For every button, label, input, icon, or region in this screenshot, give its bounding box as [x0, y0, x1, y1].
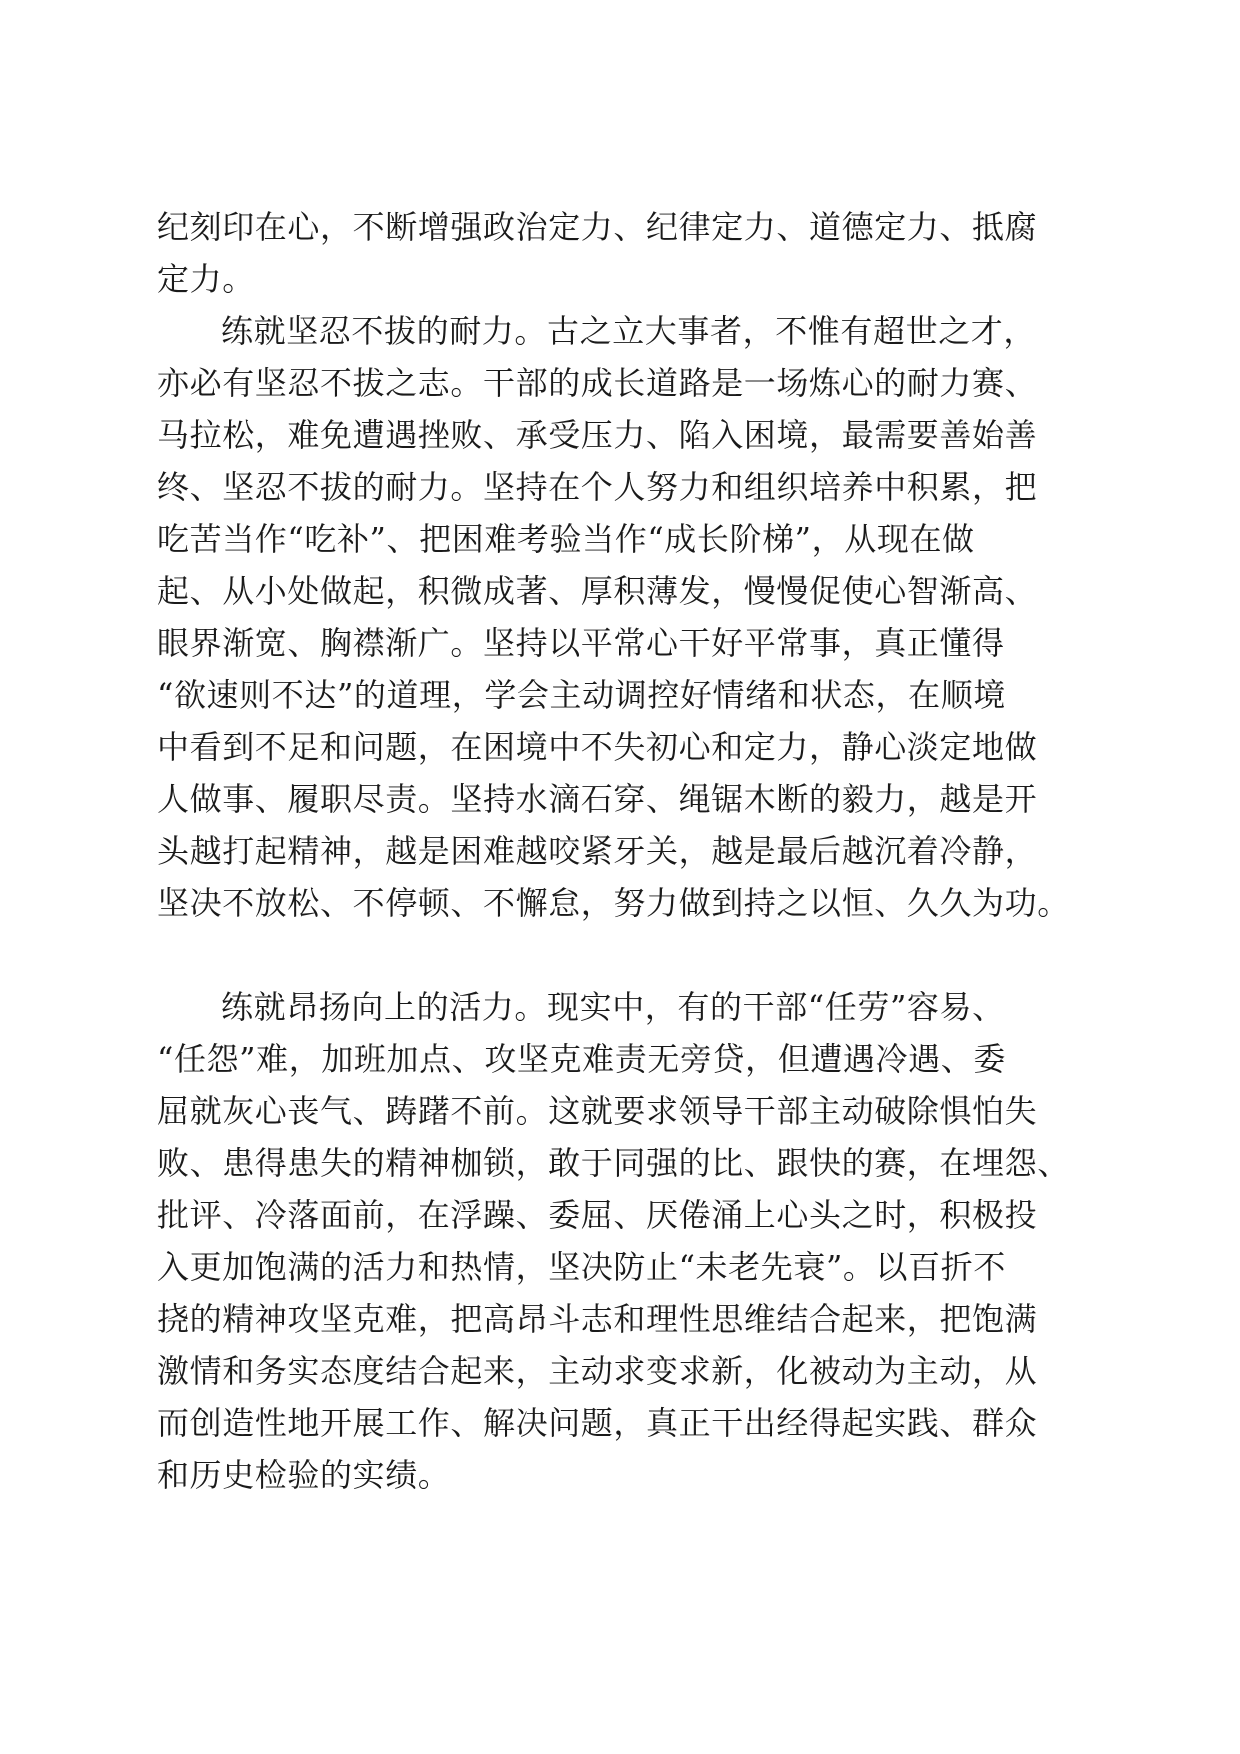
document-body — [157, 201, 1097, 1501]
text-line: 激情和务实态度结合起来，主动求变求新，化被动为主动，从 — [157, 1352, 1038, 1390]
text-line: 而创造性地开展工作、解决问题，真正干出经得起实践、群众 — [157, 1404, 1038, 1442]
text-line: 定力。 — [157, 260, 255, 298]
text-line: 吃苦当作“吃补”、把困难考验当作“成长阶梯”，从现在做 — [157, 520, 975, 558]
paragraph-vitality — [157, 981, 1097, 1501]
text-line: 败、患得患失的精神枷锁，敢于同强的比、跟快的赛，在埋怨、 — [157, 1144, 1070, 1182]
text-line: “任怨”难，加班加点、攻坚克难责无旁贷，但遭遇冷遇、委 — [157, 1040, 1006, 1078]
paragraph-spacer — [157, 929, 1097, 981]
paragraph-continuation — [157, 201, 1097, 305]
text-line: “欲速则不达”的道理，学会主动调控好情绪和状态，在顺境 — [157, 676, 1006, 714]
text-line: 练就坚忍不拔的耐力。古之立大事者，不惟有超世之才， — [221, 312, 1037, 350]
text-line: 终、坚忍不拔的耐力。坚持在个人努力和组织培养中积累，把 — [157, 468, 1038, 506]
text-line: 中看到不足和问题，在困境中不失初心和定力，静心淡定地做 — [157, 728, 1038, 766]
text-line: 马拉松，难免遭遇挫败、承受压力、陷入困境，最需要善始善 — [157, 416, 1038, 454]
text-line: 入更加饱满的活力和热情，坚决防止“未老先衰”。以百折不 — [157, 1248, 1006, 1286]
text-line: 头越打起精神，越是困难越咬紧牙关，越是最后越沉着冷静， — [157, 832, 1038, 870]
text-line: 和历史检验的实绩。 — [157, 1456, 451, 1494]
text-line: 起、从小处做起，积微成著、厚积薄发，慢慢促使心智渐高、 — [157, 572, 1038, 610]
paragraph-endurance — [157, 305, 1097, 929]
text-line: 挠的精神攻坚克难，把高昂斗志和理性思维结合起来，把饱满 — [157, 1300, 1038, 1338]
text-line: 纪刻印在心，不断增强政治定力、纪律定力、道德定力、抵腐 — [157, 208, 1038, 246]
text-line: 坚决不放松、不停顿、不懈怠，努力做到持之以恒、久久为功。 — [157, 884, 1070, 922]
text-line: 亦必有坚忍不拔之志。干部的成长道路是一场炼心的耐力赛、 — [157, 364, 1038, 402]
text-line: 批评、冷落面前，在浮躁、委屈、厌倦涌上心头之时，积极投 — [157, 1196, 1038, 1234]
text-line: 练就昂扬向上的活力。现实中，有的干部“任劳”容易、 — [221, 988, 1005, 1026]
text-line: 人做事、履职尽责。坚持水滴石穿、绳锯木断的毅力，越是开 — [157, 780, 1038, 818]
text-line: 屈就灰心丧气、踌躇不前。这就要求领导干部主动破除惧怕失 — [157, 1092, 1038, 1130]
text-line: 眼界渐宽、胸襟渐广。坚持以平常心干好平常事，真正懂得 — [157, 624, 1005, 662]
